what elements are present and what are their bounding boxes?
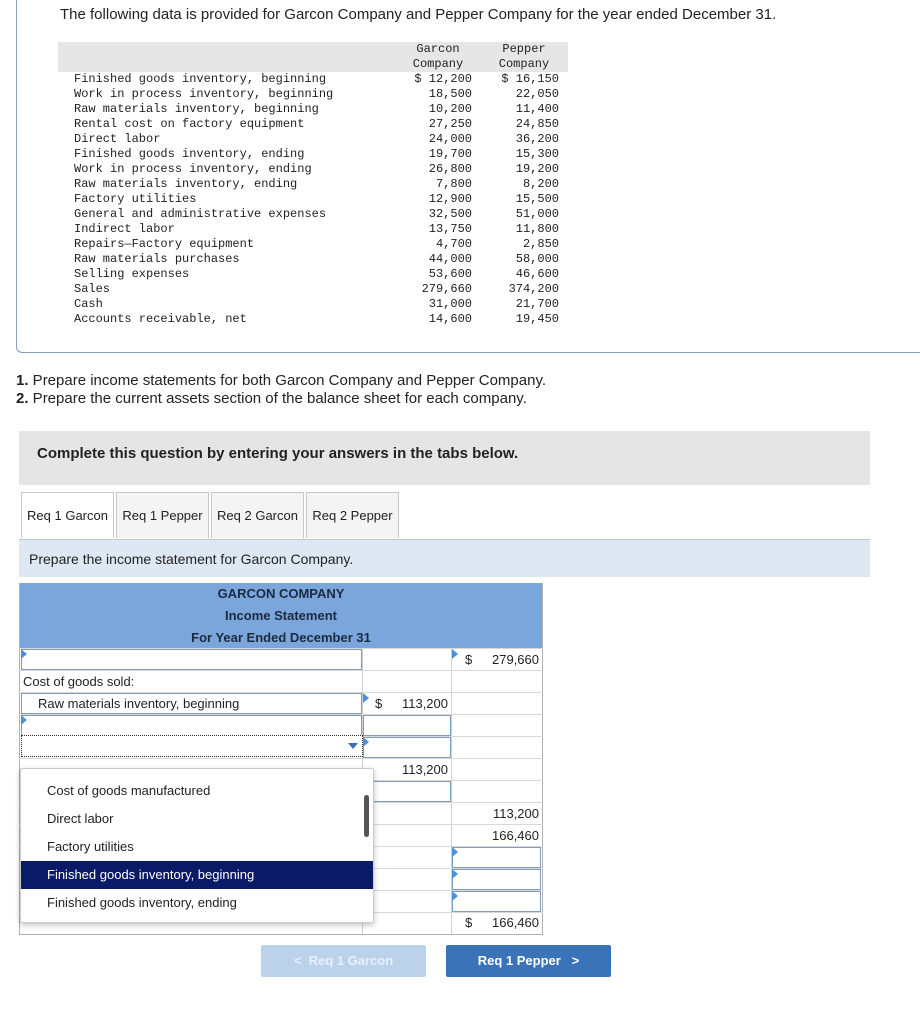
data-row bbox=[58, 87, 568, 102]
grid-border bbox=[542, 583, 543, 935]
garcon-value: 31,000 bbox=[428, 297, 472, 311]
statement-company: GARCON COMPANY bbox=[19, 583, 543, 605]
pepper-value: $ 16,150 bbox=[501, 72, 559, 86]
pepper-value: 21,700 bbox=[515, 297, 559, 311]
data-row bbox=[58, 147, 568, 162]
garcon-value: 27,250 bbox=[428, 117, 472, 131]
grid-row-line bbox=[19, 670, 543, 671]
pepper-value: 2,850 bbox=[522, 237, 559, 251]
data-row bbox=[58, 72, 568, 87]
statement-period: For Year Ended December 31 bbox=[19, 627, 543, 649]
chevron-left-icon: < bbox=[293, 953, 302, 968]
data-row bbox=[58, 312, 568, 327]
data-row bbox=[58, 282, 568, 297]
requirements: 1. Prepare income statements for both Garcon Company and Pepper Company. 2. Prepare the current assets section of the balance sheet for each company. bbox=[16, 372, 547, 407]
pepper-value: 15,500 bbox=[515, 192, 559, 206]
data-row bbox=[58, 177, 568, 192]
statement-title: Income Statement bbox=[19, 605, 543, 627]
data-row-label: Raw materials inventory, ending bbox=[74, 177, 298, 191]
pepper-value: 19,200 bbox=[515, 162, 559, 176]
data-row-label: General and administrative expenses bbox=[74, 207, 327, 221]
data-row-label: Direct labor bbox=[74, 132, 161, 146]
data-row bbox=[58, 162, 568, 177]
prev-button[interactable]: < Req 1 Garcon bbox=[261, 945, 426, 977]
garcon-value: 14,600 bbox=[428, 312, 472, 326]
raw-begin-dollar: $ bbox=[375, 696, 383, 711]
final-value: 166,460 bbox=[492, 915, 539, 930]
line-amount-input[interactable] bbox=[363, 715, 451, 736]
task-instruction: Prepare the income statement for Garcon Company. bbox=[19, 539, 870, 577]
data-row bbox=[58, 132, 568, 147]
line-amount-input[interactable] bbox=[363, 781, 451, 802]
tab-req2-garcon[interactable]: Req 2 Garcon bbox=[211, 492, 304, 538]
pepper-value: 51,000 bbox=[515, 207, 559, 221]
line-total-input[interactable] bbox=[452, 847, 541, 868]
pepper-value: 15,300 bbox=[515, 147, 559, 161]
account-dropdown-menu[interactable] bbox=[20, 768, 374, 923]
input-marker bbox=[452, 649, 458, 659]
input-marker bbox=[452, 891, 458, 901]
menu-item[interactable]: Finished goods inventory, ending bbox=[47, 895, 237, 910]
tab-req1-garcon[interactable]: Req 1 Garcon bbox=[21, 492, 114, 538]
data-table bbox=[58, 42, 568, 333]
line-amount-input[interactable] bbox=[363, 737, 451, 758]
pepper-value: 22,050 bbox=[515, 87, 559, 101]
data-row-label: Sales bbox=[74, 282, 111, 296]
data-row bbox=[58, 252, 568, 267]
input-marker bbox=[363, 737, 369, 747]
instructions-banner: Complete this question by entering your answers in the tabs below. bbox=[19, 431, 870, 485]
data-row bbox=[58, 222, 568, 237]
garcon-value: 10,200 bbox=[428, 102, 472, 116]
data-row-label: Factory utilities bbox=[74, 192, 197, 206]
garcon-value: 53,600 bbox=[428, 267, 472, 281]
raw-begin-label: Raw materials inventory, beginning bbox=[38, 696, 240, 711]
cogs-label: Cost of goods sold: bbox=[23, 674, 135, 689]
data-row-label: Repairs—Factory equipment bbox=[74, 237, 255, 251]
data-row-label: Accounts receivable, net bbox=[74, 312, 247, 326]
garcon-value: 13,750 bbox=[428, 222, 472, 236]
menu-scrollbar[interactable] bbox=[364, 795, 369, 837]
cogm-value: 113,200 bbox=[492, 806, 539, 821]
line-total-input[interactable] bbox=[452, 869, 541, 890]
sales-value[interactable]: 279,660 bbox=[492, 652, 539, 667]
data-row-label: Finished goods inventory, beginning bbox=[74, 72, 327, 86]
garcon-value: 18,500 bbox=[428, 87, 472, 101]
input-marker bbox=[452, 847, 458, 857]
line-label-input[interactable] bbox=[21, 715, 362, 736]
garcon-value: 4,700 bbox=[435, 237, 472, 251]
data-row-label: Raw materials purchases bbox=[74, 252, 240, 266]
input-marker bbox=[452, 869, 458, 879]
tab-req1-pepper[interactable]: Req 1 Pepper bbox=[116, 492, 209, 538]
data-row-label: Finished goods inventory, ending bbox=[74, 147, 305, 161]
input-marker bbox=[363, 693, 369, 703]
data-row bbox=[58, 102, 568, 117]
revenue-label-input[interactable] bbox=[21, 649, 362, 670]
garcon-value: 32,500 bbox=[428, 207, 472, 221]
data-row bbox=[58, 117, 568, 132]
data-row-label: Raw materials inventory, beginning bbox=[74, 102, 319, 116]
goods-available-value: 166,460 bbox=[492, 828, 539, 843]
pepper-value: 8,200 bbox=[522, 177, 559, 191]
line-total-input[interactable] bbox=[452, 891, 541, 912]
data-row bbox=[58, 267, 568, 282]
garcon-value: 26,800 bbox=[428, 162, 472, 176]
pepper-value: 11,800 bbox=[515, 222, 559, 236]
garcon-value: 44,000 bbox=[428, 252, 472, 266]
data-row bbox=[58, 192, 568, 207]
chevron-down-icon bbox=[348, 743, 358, 749]
data-row bbox=[58, 207, 568, 222]
pepper-value: 374,200 bbox=[508, 282, 559, 296]
menu-item-highlighted[interactable]: Finished goods inventory, beginning bbox=[21, 861, 373, 889]
final-dollar: $ bbox=[465, 915, 473, 930]
garcon-value: $ 12,200 bbox=[414, 72, 472, 86]
pepper-value: 58,000 bbox=[515, 252, 559, 266]
grid-row-line bbox=[19, 758, 543, 759]
pepper-value: 24,850 bbox=[515, 117, 559, 131]
garcon-value: 279,660 bbox=[421, 282, 472, 296]
pepper-value: 46,600 bbox=[515, 267, 559, 281]
data-row bbox=[58, 297, 568, 312]
garcon-value: 24,000 bbox=[428, 132, 472, 146]
tab-req2-pepper[interactable]: Req 2 Pepper bbox=[306, 492, 399, 538]
pepper-value: 19,450 bbox=[515, 312, 559, 326]
data-row-label: Rental cost on factory equipment bbox=[74, 117, 305, 131]
data-row-label: Indirect labor bbox=[74, 222, 175, 236]
data-row-label: Cash bbox=[74, 297, 103, 311]
intro-text: The following data is provided for Garcon Company and Pepper Company for the year ended December 31. bbox=[60, 6, 777, 23]
pepper-value: 11,400 bbox=[515, 102, 559, 116]
input-marker bbox=[21, 649, 27, 659]
garcon-value: 12,900 bbox=[428, 192, 472, 206]
subtotal-value: 113,200 bbox=[401, 762, 448, 777]
menu-item[interactable]: Direct labor bbox=[47, 811, 114, 826]
raw-begin-value[interactable]: 113,200 bbox=[401, 696, 448, 711]
garcon-value: 7,800 bbox=[435, 177, 472, 191]
input-marker bbox=[21, 715, 27, 725]
menu-item[interactable]: Factory utilities bbox=[47, 839, 134, 854]
pepper-column-header: Pepper Company bbox=[498, 42, 550, 71]
data-row bbox=[58, 237, 568, 252]
data-row-label: Selling expenses bbox=[74, 267, 190, 281]
menu-item[interactable]: Cost of goods manufactured bbox=[47, 783, 211, 798]
chevron-right-icon: > bbox=[571, 953, 580, 968]
grid-border bbox=[19, 934, 543, 935]
pepper-value: 36,200 bbox=[515, 132, 559, 146]
data-row-label: Work in process inventory, ending bbox=[74, 162, 312, 176]
account-select[interactable] bbox=[21, 735, 363, 757]
data-row-label: Work in process inventory, beginning bbox=[74, 87, 334, 101]
next-button[interactable]: Req 1 Pepper > bbox=[446, 945, 611, 977]
sales-dollar: $ bbox=[465, 652, 473, 667]
garcon-column-header: Garcon Company bbox=[412, 42, 464, 71]
garcon-value: 19,700 bbox=[428, 147, 472, 161]
